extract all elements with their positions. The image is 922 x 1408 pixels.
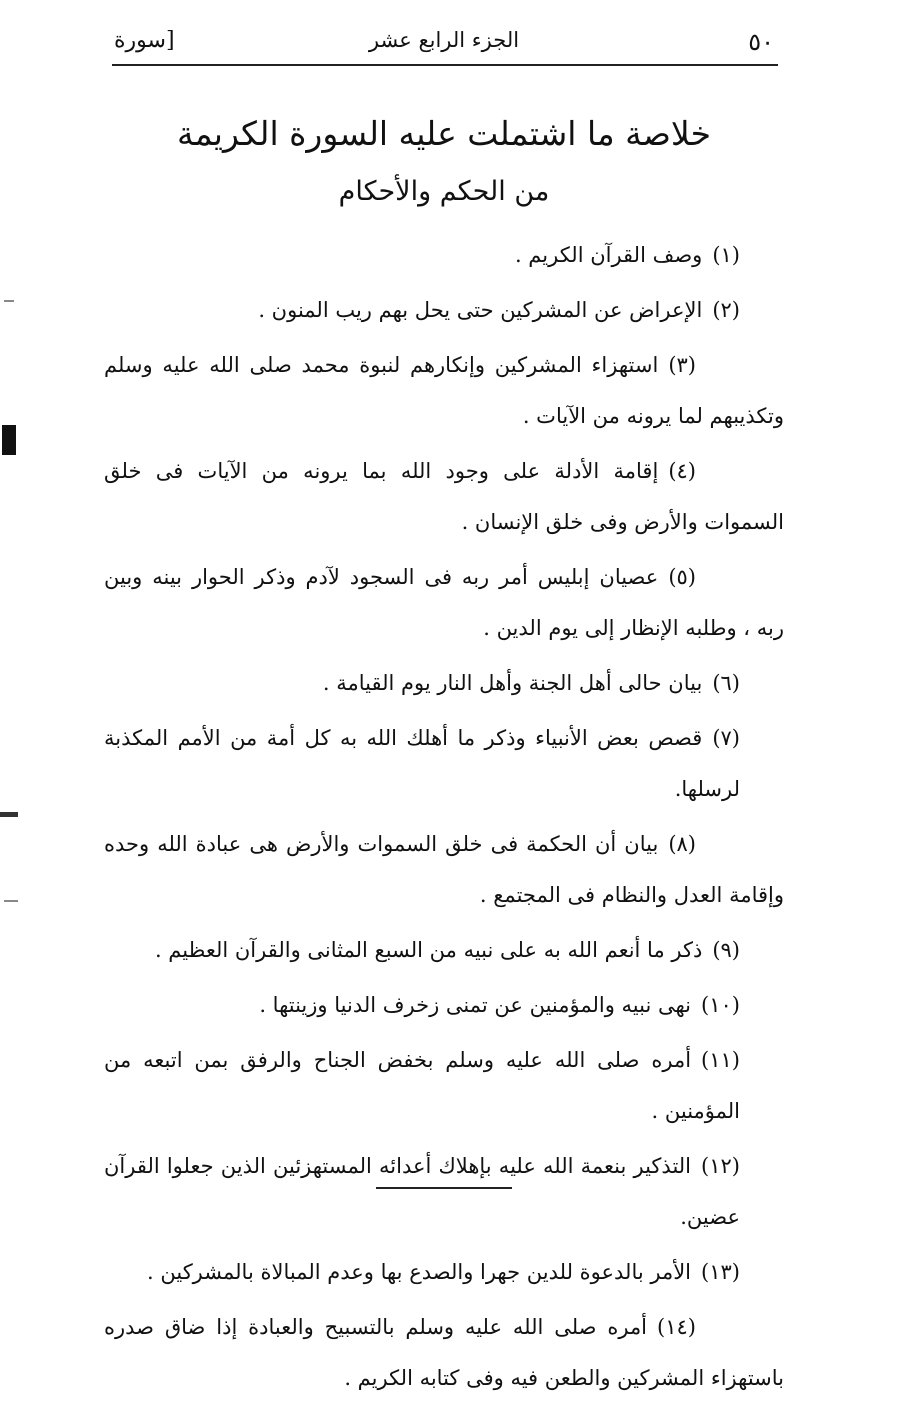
item-number: (٦) bbox=[712, 671, 740, 695]
item-number: (١) bbox=[712, 243, 740, 267]
item-number: (١٣) bbox=[701, 1260, 740, 1284]
scan-mark bbox=[4, 300, 14, 302]
scan-mark bbox=[2, 425, 16, 455]
list-item bbox=[104, 1141, 784, 1243]
summary-list bbox=[104, 230, 784, 1408]
item-text: الأمر بالدعوة للدين جهرا والصدع بها وعدم المبالاة بالمشركين . bbox=[147, 1260, 692, 1284]
item-text: أمره صلى الله عليه وسلم بالتسبيح والعبادة إذا ضاق صدره باستهزاء المشركين والطعن فيه وفى كتابه الكريم . bbox=[104, 1315, 784, 1390]
item-text: الإعراض عن المشركين حتى يحل بهم ريب المنون . bbox=[258, 298, 703, 322]
item-number: (١٢) bbox=[701, 1154, 740, 1178]
item-text: أمره صلى الله عليه وسلم بخفض الجناح والرفق بمن اتبعه من المؤمنين . bbox=[104, 1048, 740, 1123]
list-item bbox=[104, 285, 784, 336]
item-number: (٢) bbox=[712, 298, 740, 322]
list-item bbox=[104, 446, 784, 548]
end-rule bbox=[376, 1187, 512, 1189]
scan-mark bbox=[4, 900, 18, 902]
item-number: (١٠) bbox=[701, 993, 740, 1017]
item-text: إقامة الأدلة على وجود الله بما يرونه من الآيات فى خلق السموات والأرض وفى خلق الإنسان . bbox=[104, 459, 784, 534]
running-title: الجزء الرابع عشر bbox=[368, 28, 520, 52]
list-item bbox=[104, 925, 784, 976]
item-text: بيان حالى أهل الجنة وأهل النار يوم القيامة . bbox=[322, 671, 703, 695]
item-text: نهى نبيه والمؤمنين عن تمنى زخرف الدنيا وزينتها . bbox=[259, 993, 692, 1017]
item-text: وصف القرآن الكريم . bbox=[514, 243, 703, 267]
item-number: (٣) bbox=[668, 353, 696, 377]
header-rule bbox=[112, 64, 778, 66]
list-item bbox=[104, 1302, 784, 1404]
list-item bbox=[104, 230, 784, 281]
item-text: قصص بعض الأنبياء وذكر ما أهلك الله به كل أمة من الأمم المكذبة لرسلها. bbox=[104, 726, 740, 801]
list-item bbox=[104, 1247, 784, 1298]
item-text: ذكر ما أنعم الله به على نبيه من السبع المثانى والقرآن العظيم . bbox=[154, 938, 703, 962]
item-text: بيان أن الحكمة فى خلق السموات والأرض هى عبادة الله وحده وإقامة العدل والنظام فى المجتمع . bbox=[104, 832, 784, 907]
item-number: (٨) bbox=[668, 832, 696, 856]
list-item bbox=[104, 340, 784, 442]
item-number: (٧) bbox=[712, 726, 740, 750]
list-item bbox=[104, 552, 784, 654]
list-item bbox=[104, 980, 784, 1031]
scan-mark bbox=[0, 812, 18, 817]
page-number: ٥٠ bbox=[748, 28, 774, 56]
item-number: (١١) bbox=[701, 1048, 740, 1072]
item-text: استهزاء المشركين وإنكارهم لنبوة محمد صلى الله عليه وسلم وتكذيبهم لما يرونه من الآيات . bbox=[104, 353, 784, 428]
item-number: (١٤) bbox=[657, 1315, 696, 1339]
item-text: التذكير بنعمة الله عليه بإهلاك أعدائه المستهزئين الذين جعلوا القرآن عضين. bbox=[104, 1154, 740, 1229]
list-item bbox=[104, 658, 784, 709]
item-text: عصيان إبليس أمر ربه فى السجود لآدم وذكر الحوار بينه وبين ربه ، وطلبه الإنظار إلى يوم الدين . bbox=[104, 565, 784, 640]
item-number: (٩) bbox=[712, 938, 740, 962]
list-item bbox=[104, 1035, 784, 1137]
page-title: خلاصة ما اشتملت عليه السورة الكريمة bbox=[177, 114, 711, 153]
section-label: [سورة bbox=[114, 28, 175, 53]
item-number: (٤) bbox=[668, 459, 696, 483]
item-number: (٥) bbox=[668, 565, 696, 589]
list-item bbox=[104, 819, 784, 921]
page-subtitle: من الحكم والأحكام bbox=[338, 176, 550, 207]
list-item bbox=[104, 713, 784, 815]
page-header bbox=[110, 22, 778, 64]
